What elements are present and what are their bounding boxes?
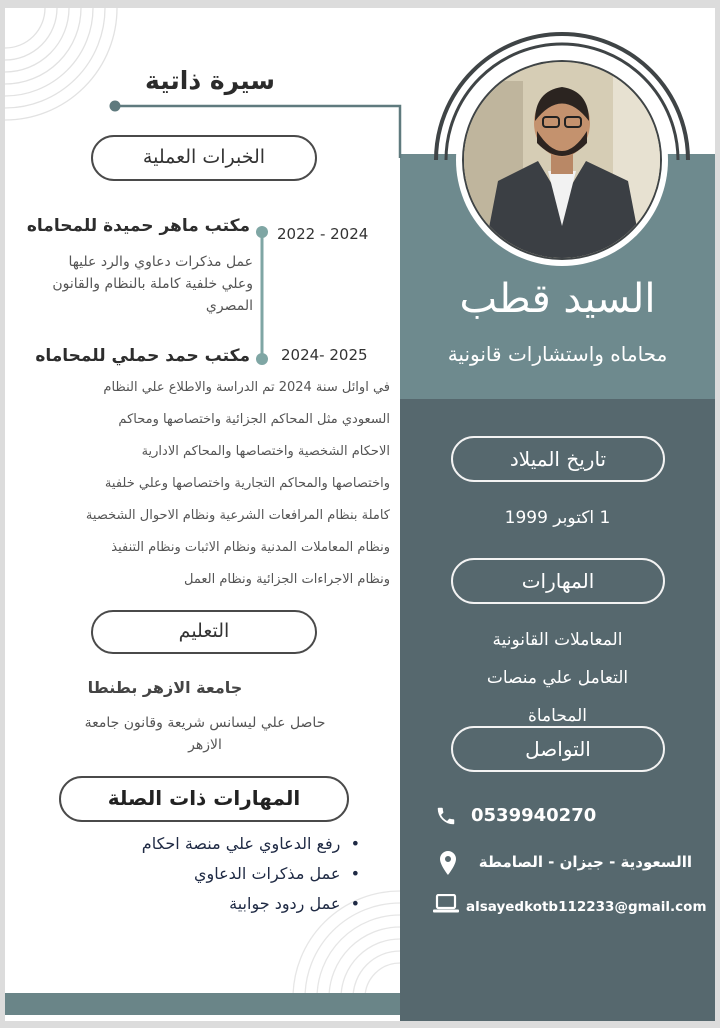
- location-icon: [438, 851, 458, 879]
- decorative-arcs-top: [5, 8, 120, 133]
- cv-title: سيرة ذاتية: [145, 66, 275, 95]
- experience-timeline: [255, 225, 275, 365]
- laptop-icon: [433, 894, 459, 918]
- job-desc-2: في اوائل سنة 2024 تم الدراسة والاطلاع علي النظام السعودي مثل المحاكم الجزائية واختصاصها ومحاكم الاحكام الشخصية واختصاصها والمحاكم الادارية واختصاصها والمحاكم التجارية واختصاصها وعلي خلفية كاملة بنظام المرافعات الشرعية ونظام الاحوال الشخصية ونظام المعاملات المدنية ونظام الاثبات ونظام التنفيذ ونظام الاجراءات الجزائية ونظام العمل: [85, 380, 390, 587]
- education-degree: حاصل علي ليسانس شريعة وقانون جامعة الازهر: [84, 715, 326, 753]
- phone-icon: [435, 805, 457, 831]
- bottom-accent-bar: [5, 993, 400, 1015]
- education-heading: التعليم: [91, 610, 317, 654]
- job-desc-1: عمل مذكرات دعاوي والرد عليها وعلي خلفية كاملة بالنظام والقانون المصري: [52, 254, 253, 314]
- job-date-1: 2022 - 2024: [277, 225, 369, 243]
- skills-list: [400, 630, 715, 728]
- skills-heading: المهارات: [451, 558, 665, 604]
- job-date-2: 2024- 2025: [281, 346, 368, 364]
- contact-heading: التواصل: [451, 726, 665, 772]
- related-skills-list: [65, 834, 360, 924]
- phone-number: 0539940270: [471, 805, 597, 826]
- cv-page: [5, 8, 715, 1021]
- education-school: جامعة الازهر بطنطا: [87, 678, 243, 697]
- list-item: • رفع الدعاوي علي منصة احكام: [141, 834, 360, 853]
- person-name: السيد قطب: [459, 276, 656, 322]
- birth-heading: تاريخ الميلاد: [451, 436, 665, 482]
- list-item: المعاملات القانونية: [492, 630, 623, 650]
- list-item: • عمل ردود جوابية: [229, 894, 360, 913]
- experience-heading: الخبرات العملية: [91, 135, 317, 181]
- list-item: التعامل علي منصات: [486, 668, 629, 688]
- person-job-title: محاماه واستشارات قانونية: [447, 342, 668, 366]
- birth-date: 1 اكتوبر 1999: [504, 508, 611, 528]
- email: alsayedkotb112233@gmail.com: [466, 899, 707, 915]
- job-title-1: مكتب ماهر حميدة للمحاماه: [26, 216, 250, 236]
- job-title-2: مكتب حمد حملي للمحاماه: [35, 346, 250, 366]
- related-skills-heading: المهارات ذات الصلة: [59, 776, 349, 822]
- list-item: المحاماة: [527, 706, 588, 726]
- list-item: • عمل مذكرات الدعاوي: [193, 864, 360, 883]
- address: االسعودية - جيزان - الصامطة: [478, 853, 692, 871]
- profile-photo: [463, 61, 661, 259]
